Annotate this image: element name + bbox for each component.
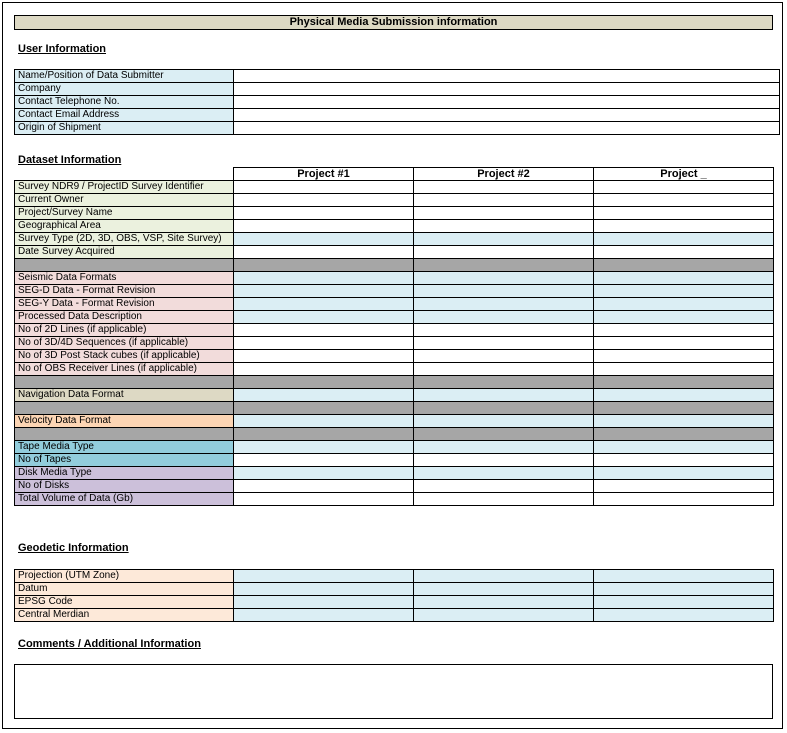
- row-label: Disk Media Type: [15, 467, 234, 480]
- input-cell[interactable]: [414, 207, 594, 220]
- input-cell[interactable]: [594, 220, 774, 233]
- input-cell[interactable]: [234, 337, 414, 350]
- table-row: [15, 389, 774, 402]
- input-cell[interactable]: [594, 311, 774, 324]
- input-cell[interactable]: [414, 233, 594, 246]
- row-label: Velocity Data Format: [15, 415, 234, 428]
- separator-cell: [234, 402, 414, 415]
- input-cell[interactable]: [594, 467, 774, 480]
- row-label: SEG-D Data - Format Revision: [15, 285, 234, 298]
- table-row: [15, 324, 774, 337]
- input-cell[interactable]: [594, 363, 774, 376]
- table-row: [15, 350, 774, 363]
- row-label: SEG-Y Data - Format Revision: [15, 298, 234, 311]
- row-label: No of 3D Post Stack cubes (if applicable): [15, 350, 234, 363]
- input-cell[interactable]: [414, 311, 594, 324]
- row-label: Project/Survey Name: [15, 207, 234, 220]
- input-cell[interactable]: [594, 246, 774, 259]
- row-label: No of 2D Lines (if applicable): [15, 324, 234, 337]
- input-cell[interactable]: [234, 609, 414, 622]
- row-label: Geographical Area: [15, 220, 234, 233]
- input-cell[interactable]: [414, 480, 594, 493]
- input-cell[interactable]: [234, 233, 414, 246]
- input-cell[interactable]: [594, 350, 774, 363]
- input-cell[interactable]: [234, 454, 414, 467]
- row-label: No of Disks: [15, 480, 234, 493]
- separator-cell: [594, 259, 774, 272]
- table-row: [15, 272, 774, 285]
- input-cell[interactable]: [594, 480, 774, 493]
- input-cell[interactable]: [594, 194, 774, 207]
- row-label: Tape Media Type: [15, 441, 234, 454]
- table-row: [15, 480, 774, 493]
- input-cell[interactable]: [414, 181, 594, 194]
- table-row: [15, 207, 774, 220]
- table-row: [15, 441, 774, 454]
- table-row: [15, 83, 780, 96]
- separator-cell: [234, 259, 414, 272]
- input-cell[interactable]: [594, 583, 774, 596]
- user-info-heading: User Information: [18, 43, 107, 55]
- header-blank-cell: [15, 168, 234, 181]
- geodetic-info-heading: Geodetic Information: [18, 542, 129, 554]
- table-row: [15, 285, 774, 298]
- separator-cell: [594, 376, 774, 389]
- separator-row: [15, 428, 774, 441]
- input-cell[interactable]: [234, 285, 414, 298]
- separator-row: [15, 402, 774, 415]
- input-cell[interactable]: [234, 596, 414, 609]
- row-label: No of Tapes: [15, 454, 234, 467]
- input-cell[interactable]: [594, 324, 774, 337]
- table-row: [15, 194, 774, 207]
- input-cell[interactable]: [234, 324, 414, 337]
- form-title: Physical Media Submission information: [14, 15, 773, 30]
- input-cell[interactable]: [594, 233, 774, 246]
- comments-textarea[interactable]: [14, 664, 773, 719]
- input-cell[interactable]: [234, 467, 414, 480]
- input-cell[interactable]: [414, 220, 594, 233]
- input-cell[interactable]: [594, 415, 774, 428]
- separator-cell: [15, 259, 234, 272]
- table-row: [15, 220, 774, 233]
- input-cell[interactable]: [594, 609, 774, 622]
- input-cell[interactable]: [234, 207, 414, 220]
- input-cell[interactable]: [414, 285, 594, 298]
- table-row: [15, 122, 780, 135]
- table-row: [15, 596, 774, 609]
- table-row: [15, 233, 774, 246]
- input-cell[interactable]: [414, 389, 594, 402]
- input-cell[interactable]: [414, 583, 594, 596]
- row-label: Projection (UTM Zone): [15, 570, 234, 583]
- input-cell[interactable]: [414, 350, 594, 363]
- table-row: [15, 454, 774, 467]
- geodetic-info-table: [14, 569, 774, 622]
- table-row: [15, 337, 774, 350]
- separator-row: [15, 376, 774, 389]
- table-row: [15, 415, 774, 428]
- separator-cell: [414, 402, 594, 415]
- input-cell[interactable]: [234, 246, 414, 259]
- input-cell[interactable]: [234, 311, 414, 324]
- row-label: No of 3D/4D Sequences (if applicable): [15, 337, 234, 350]
- input-cell[interactable]: [594, 285, 774, 298]
- input-cell[interactable]: [414, 363, 594, 376]
- row-label: Name/Position of Data Submitter: [15, 70, 234, 83]
- input-cell[interactable]: [594, 570, 774, 583]
- table-row: [15, 70, 780, 83]
- separator-cell: [414, 376, 594, 389]
- input-cell[interactable]: [414, 493, 594, 506]
- input-cell[interactable]: [414, 415, 594, 428]
- row-label: Contact Telephone No.: [15, 96, 234, 109]
- input-cell[interactable]: [414, 441, 594, 454]
- row-label: EPSG Code: [15, 596, 234, 609]
- separator-cell: [414, 428, 594, 441]
- input-cell[interactable]: [234, 583, 414, 596]
- input-cell[interactable]: [594, 389, 774, 402]
- input-cell[interactable]: [414, 609, 594, 622]
- input-cell[interactable]: [594, 441, 774, 454]
- input-cell[interactable]: [414, 194, 594, 207]
- input-cell[interactable]: [414, 246, 594, 259]
- input-cell[interactable]: [594, 207, 774, 220]
- input-cell[interactable]: [234, 363, 414, 376]
- table-row: [15, 109, 780, 122]
- input-cell[interactable]: [414, 272, 594, 285]
- input-cell[interactable]: [594, 272, 774, 285]
- separator-cell: [15, 402, 234, 415]
- input-cell[interactable]: [234, 480, 414, 493]
- row-label: Current Owner: [15, 194, 234, 207]
- row-label: Datum: [15, 583, 234, 596]
- input-cell[interactable]: [414, 324, 594, 337]
- table-row: [15, 570, 774, 583]
- column-header-project-2: Project #2: [414, 168, 594, 181]
- table-row: [15, 583, 774, 596]
- input-cell[interactable]: [414, 467, 594, 480]
- separator-cell: [234, 376, 414, 389]
- user-info-table: [14, 69, 780, 135]
- separator-cell: [594, 402, 774, 415]
- input-cell[interactable]: [414, 337, 594, 350]
- comments-heading: Comments / Additional Information: [18, 638, 201, 650]
- company-field[interactable]: [234, 83, 780, 96]
- row-label: Date Survey Acquired: [15, 246, 234, 259]
- header-row: [15, 168, 774, 181]
- telephone-field[interactable]: [234, 96, 780, 109]
- input-cell[interactable]: [594, 181, 774, 194]
- row-label: Company: [15, 83, 234, 96]
- dataset-info-heading: Dataset Information: [18, 154, 122, 166]
- input-cell[interactable]: [234, 389, 414, 402]
- input-cell[interactable]: [234, 493, 414, 506]
- separator-cell: [15, 428, 234, 441]
- input-cell[interactable]: [234, 570, 414, 583]
- table-row: [15, 363, 774, 376]
- row-label: Navigation Data Format: [15, 389, 234, 402]
- column-header-project-1: Project #1: [234, 168, 414, 181]
- input-cell[interactable]: [234, 272, 414, 285]
- email-field[interactable]: [234, 109, 780, 122]
- separator-cell: [414, 259, 594, 272]
- shipment-origin-field[interactable]: [234, 122, 780, 135]
- input-cell[interactable]: [234, 181, 414, 194]
- table-row: [15, 609, 774, 622]
- row-label: Seismic Data Formats: [15, 272, 234, 285]
- table-row: [15, 246, 774, 259]
- separator-cell: [234, 428, 414, 441]
- table-row: [15, 181, 774, 194]
- row-label: Survey Type (2D, 3D, OBS, VSP, Site Survey): [15, 233, 234, 246]
- input-cell[interactable]: [234, 350, 414, 363]
- row-label: Total Volume of Data (Gb): [15, 493, 234, 506]
- input-cell[interactable]: [414, 570, 594, 583]
- row-label: Contact Email Address: [15, 109, 234, 122]
- input-cell[interactable]: [234, 298, 414, 311]
- row-label: Central Merdian: [15, 609, 234, 622]
- input-cell[interactable]: [414, 454, 594, 467]
- row-label: Processed Data Description: [15, 311, 234, 324]
- input-cell[interactable]: [594, 596, 774, 609]
- input-cell[interactable]: [234, 194, 414, 207]
- input-cell[interactable]: [234, 441, 414, 454]
- input-cell[interactable]: [594, 493, 774, 506]
- row-label: Survey NDR9 / ProjectID Survey Identifier: [15, 181, 234, 194]
- row-label: No of OBS Receiver Lines (if applicable): [15, 363, 234, 376]
- input-cell[interactable]: [414, 596, 594, 609]
- table-row: [15, 298, 774, 311]
- input-cell[interactable]: [594, 454, 774, 467]
- input-cell[interactable]: [414, 298, 594, 311]
- submitter-name-field[interactable]: [234, 70, 780, 83]
- column-header-project-3: Project _: [594, 168, 774, 181]
- separator-row: [15, 259, 774, 272]
- dataset-info-table: [14, 167, 774, 506]
- row-label: Origin of Shipment: [15, 122, 234, 135]
- input-cell[interactable]: [234, 220, 414, 233]
- input-cell[interactable]: [594, 337, 774, 350]
- table-row: [15, 467, 774, 480]
- separator-cell: [594, 428, 774, 441]
- input-cell[interactable]: [594, 298, 774, 311]
- table-row: [15, 493, 774, 506]
- input-cell[interactable]: [234, 415, 414, 428]
- table-row: [15, 311, 774, 324]
- separator-cell: [15, 376, 234, 389]
- table-row: [15, 96, 780, 109]
